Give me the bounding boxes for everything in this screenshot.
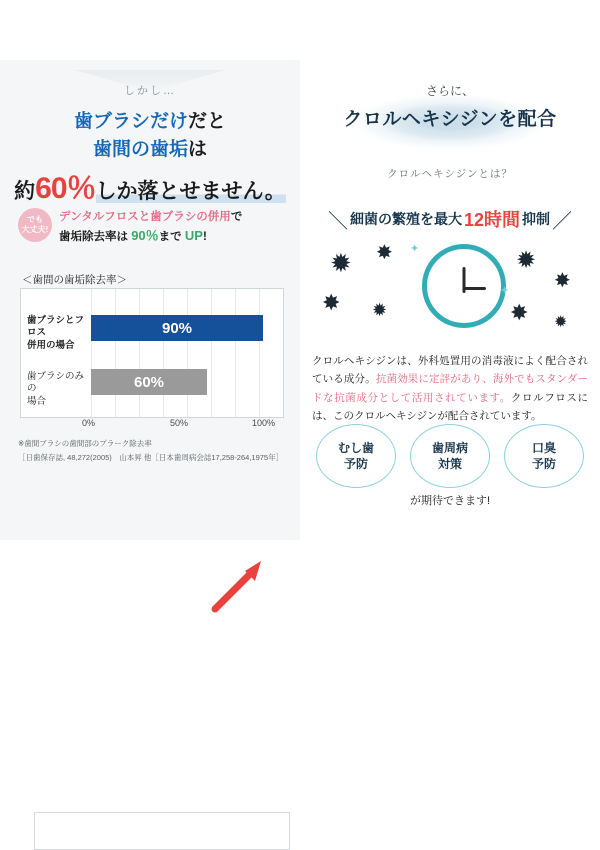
benefit-1-line2: 対策 [437,457,462,471]
bar-value-1: 60% [91,369,207,395]
clock-icon [422,244,506,328]
bar-value-0: 90% [91,315,263,341]
xtick-1: 50% [170,418,189,428]
claim-number: 12時間 [463,210,521,230]
promo-line-2-e: ! [202,231,207,244]
promo-line-2-up: UP [184,228,203,244]
benefit-0-line1: むし歯 [337,440,374,455]
sparkle-icon-1: ✦ [410,243,420,255]
headline-line-1 [0,108,300,136]
benefit-0-line2: 予防 [343,457,368,471]
benefit-circle-2 [504,424,584,488]
bar-chart [20,288,284,418]
germ-icon-5: ✹ [516,247,537,274]
bottom-margin [0,540,600,600]
germ-icon-6: ✸ [554,270,571,292]
left-panel [0,60,300,540]
source-note-box [34,812,290,850]
promo-line-1-emph: デンタルフロスと歯ブラシの併用 [59,211,231,223]
bar-label-1-line2: 場合 [27,395,47,407]
top-margin [0,0,600,60]
headline-3-pre: 約 [14,180,36,204]
body-1: クロルヘキシジンは、外科処置用の消毒液によく配合さ [312,355,578,367]
headline-line-3 [0,167,300,211]
sparkle-icon-2: ✦ [500,285,510,297]
benefit-2-line2: 予防 [531,457,556,471]
headline-line-2 [0,136,300,164]
germ-icon-1: ✹ [330,248,352,278]
headline-1-rest: だと [188,111,227,132]
germ-icon-7: ✸ [510,300,529,325]
body-2: れている成分。 [312,355,588,386]
trend-arrow-icon [209,557,269,613]
headline-block [0,108,300,211]
benefit-circle-1 [410,424,490,488]
headline-3-post: しか落とせません。 [95,180,286,204]
badge-line-2: 大丈夫! [21,225,49,234]
right-title: クロルヘキシジンを配合 [343,109,557,130]
bar-label-1 [27,371,89,408]
expect-text: が期待できます! [409,495,491,507]
chart-caption: ＜歯間の歯垢除去率＞ [22,274,127,286]
bar-label-0-line1: 歯ブラシとフロス [27,315,85,339]
chart-x-axis [20,418,282,432]
reassurance-badge [18,208,52,242]
benefit-circles [316,424,584,488]
source-note-line-2: ［日歯保存誌, 48,272(2005) 山本昇 他［日本歯周病会誌17,258-264,1975年］ [18,452,284,462]
promo-block [18,208,288,247]
germs-illustration [310,238,590,344]
body-3: クロルフロス [510,391,578,404]
right-body-text [312,352,588,426]
headline-2-rest: は [188,138,208,160]
benefit-1-line1: 歯周病 [431,440,468,455]
claim-banner [310,206,590,232]
promo-line-2 [59,226,242,247]
promo-text [59,208,242,247]
bar-label-0-line2: 併用の場合 [27,339,75,351]
slash-left-icon: ＼ [327,210,348,233]
germ-icon-3: ✸ [322,290,341,315]
claim-pre: 細菌の繁殖を最大 [349,211,462,227]
germ-icon-4: ✹ [372,300,388,320]
body-4: には、このクロルヘキシジンが配合されています。 [312,391,588,423]
benefit-2-line1: 口臭 [531,440,556,455]
body-highlight-2: ダードな抗菌成分として活用されています。 [312,373,589,404]
promo-line-1 [59,208,242,226]
xtick-0: 0% [82,418,96,428]
bar-label-1-line1: 歯ブラシのみの [27,371,85,395]
xtick-2: 100% [252,418,276,428]
germ-icon-2: ✸ [376,242,393,264]
promo-line-2-c: まで [158,231,182,244]
headline-1-emph: 歯ブラシだけ [73,111,188,132]
slash-right-icon: ／ [552,210,573,233]
right-kicker: さらに、 [425,84,474,98]
badge-line-1: でも [27,215,43,225]
lead-text: しかし… [124,85,176,97]
body-highlight-1: 抗菌効果に定評があり、海外でもスタン [375,373,567,386]
germ-icon-8: ✹ [554,314,568,331]
claim-post: 抑制 [522,211,551,227]
benefit-circle-0 [316,424,396,488]
promo-line-1-rest: で [230,211,243,223]
source-note-line-1: ※歯間ブラシの歯間部のプラーク除去率 [18,439,152,448]
right-subtitle: クロルヘキシジンとは？ [387,168,513,180]
source-note [18,438,286,463]
promo-line-2-a: 歯垢除去率は [59,231,128,244]
headline-percent: 60％ [35,172,96,206]
promo-line-2-value: 90％ [131,228,159,244]
headline-2-emph: 歯間の歯垢 [92,138,188,160]
bar-label-0 [27,315,89,352]
